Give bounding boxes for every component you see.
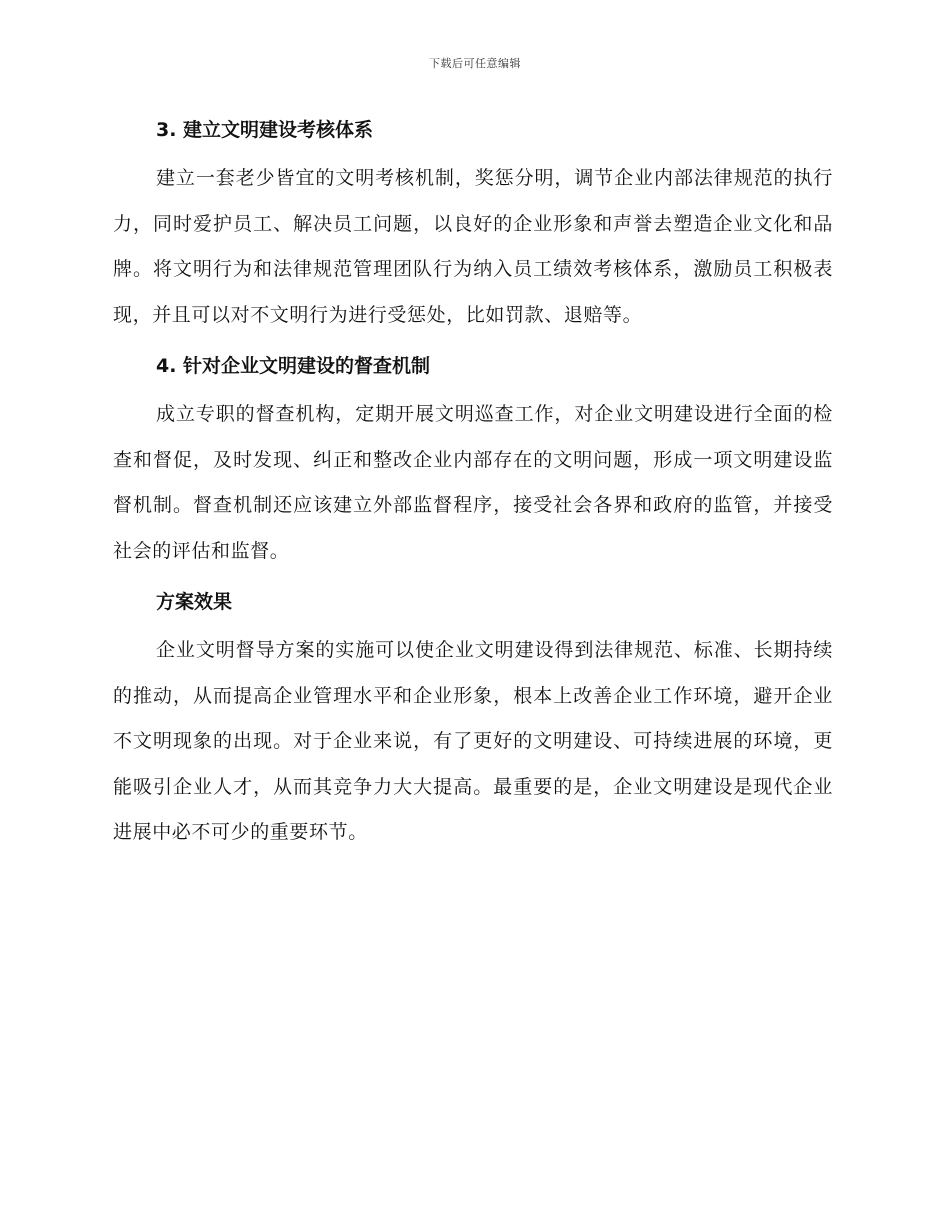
section-paragraph: 企业文明督导方案的实施可以使企业文明建设得到法律规范、标准、长期持续的推动，从而提高企业管理水平和企业形象，根本上改善企业工作环境，避开企业不文明现象的出现。对于企业来说，有了更好的文明建设、可持续进展的环境，更能吸引企业人才，从而其竞争力大大提高。最重要的是，企业文明建设是现代企业进展中必不可少的重要环节。 <box>113 639 833 843</box>
section-heading: 4. 针对企业文明建设的督查机制 <box>156 355 431 377</box>
section-plan-effect <box>113 582 833 856</box>
section-heading: 3. 建立文明建设考核体系 <box>156 119 374 141</box>
section-assessment-system <box>113 110 833 338</box>
section-heading: 方案效果 <box>156 591 233 613</box>
section-supervision-mechanism <box>113 346 833 574</box>
document-body <box>113 110 833 864</box>
section-paragraph: 成立专职的督查机构，定期开展文明巡查工作，对企业文明建设进行全面的检查和督促，及时发现、纠正和整改企业内部存在的文明问题，形成一项文明建设监督机制。督查机制还应该建立外部监督程序，接受社会各界和政府的监管，并接受社会的评估和监督。 <box>113 403 833 562</box>
section-paragraph: 建立一套老少皆宜的文明考核机制，奖惩分明，调节企业内部法律规范的执行力，同时爱护员工、解决员工问题，以良好的企业形象和声誉去塑造企业文化和品牌。将文明行为和法律规范管理团队行为纳入员工绩效考核体系，激励员工积极表现，并且可以对不文明行为进行受惩处，比如罚款、退赔等。 <box>113 167 833 326</box>
page-header: 下载后可任意编辑 <box>429 57 521 70</box>
